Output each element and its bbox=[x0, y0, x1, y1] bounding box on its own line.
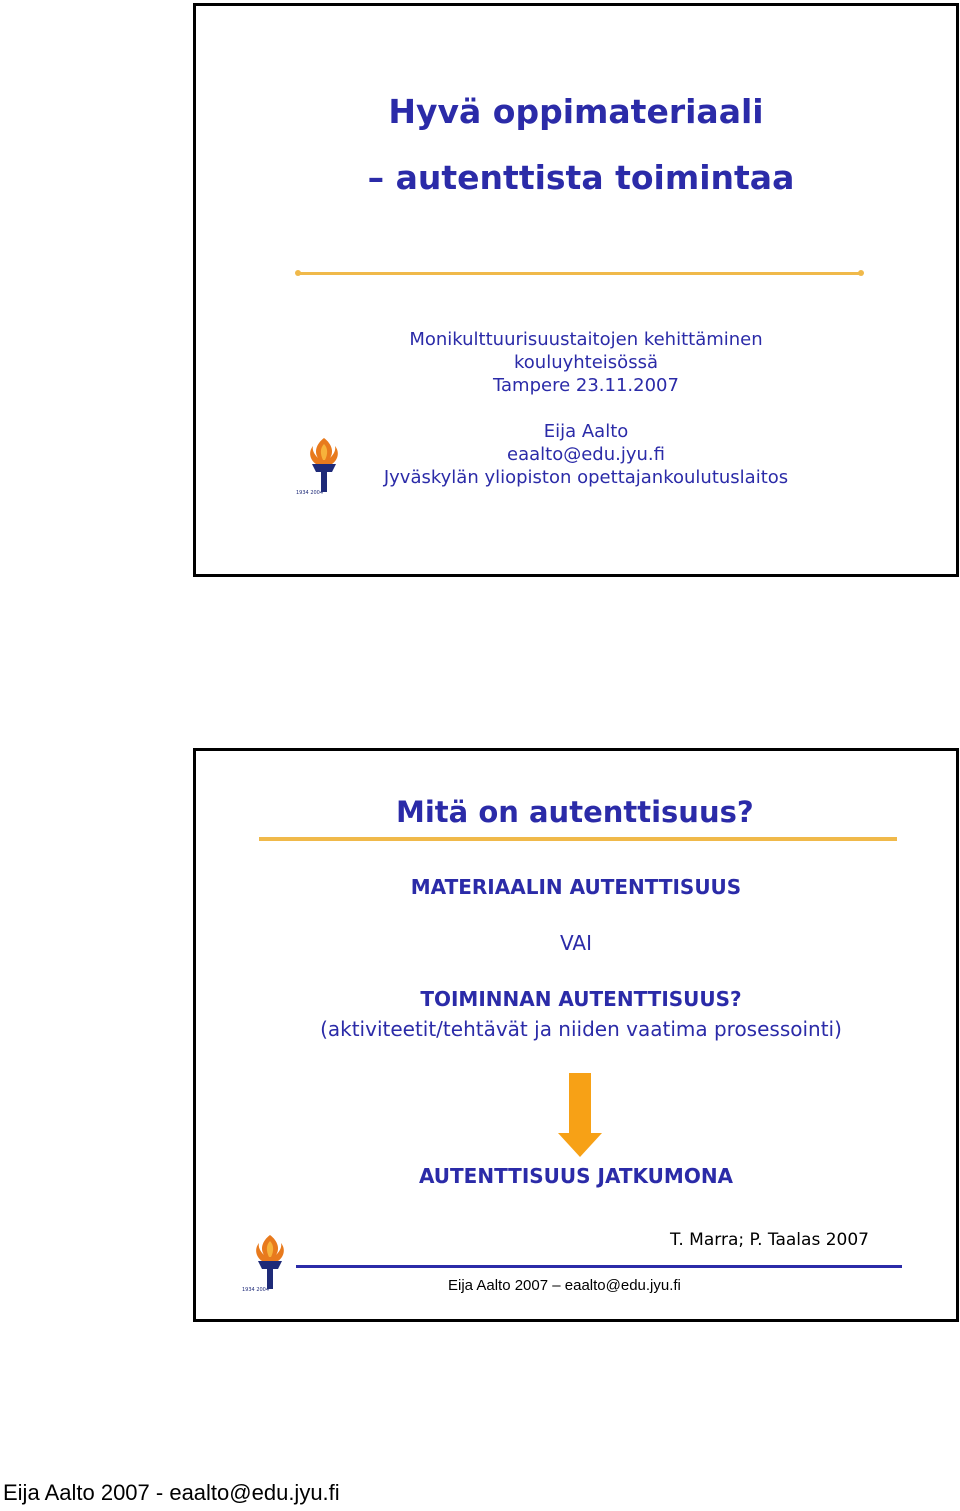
down-arrow-icon bbox=[558, 1073, 602, 1157]
author-name: Eija Aalto bbox=[543, 421, 629, 442]
author-email: eaalto@edu.jyu.fi bbox=[507, 444, 665, 465]
event-date: Tampere 23.11.2007 bbox=[493, 375, 679, 396]
activity-description: (aktiviteetit/tehtävät ja niiden vaatima prosessointi) bbox=[320, 1017, 842, 1041]
footer-divider bbox=[296, 1265, 902, 1268]
slide-1-title-line-1: Hyvä oppimateriaali bbox=[388, 92, 764, 131]
slide-1-divider bbox=[298, 272, 861, 275]
event-line-1: Monikulttuurisuustaitojen kehittäminen bbox=[409, 329, 763, 350]
slide-2-footer: Eija Aalto 2007 – eaalto@edu.jyu.fi bbox=[448, 1277, 681, 1294]
slide-2-divider bbox=[259, 837, 897, 841]
logo-years: 1934 2004 bbox=[242, 1287, 270, 1293]
university-torch-logo-icon bbox=[242, 1231, 298, 1293]
or-label: VAI bbox=[560, 931, 592, 955]
slide-1-title-line-2: – autenttista toimintaa bbox=[367, 158, 795, 197]
material-authenticity: MATERIAALIN AUTENTTISUUS bbox=[410, 875, 742, 899]
activity-authenticity: TOIMINNAN AUTENTTISUUS? bbox=[420, 987, 742, 1011]
logo-years: 1934 2004 bbox=[296, 490, 324, 496]
institution: Jyväskylän yliopiston opettajankoulutuslaitos bbox=[383, 467, 789, 488]
slide-1 bbox=[193, 3, 959, 577]
event-line-2: kouluyhteisössä bbox=[514, 352, 658, 373]
university-torch-logo-icon bbox=[296, 434, 352, 496]
page-footer: Eija Aalto 2007 - eaalto@edu.jyu.fi bbox=[3, 1480, 340, 1505]
slide-2-title: Mitä on autenttisuus? bbox=[396, 795, 754, 829]
slide-2 bbox=[193, 748, 959, 1322]
source-citation: T. Marra; P. Taalas 2007 bbox=[670, 1230, 869, 1250]
authenticity-continuum: AUTENTTISUUS JATKUMONA bbox=[418, 1164, 734, 1188]
